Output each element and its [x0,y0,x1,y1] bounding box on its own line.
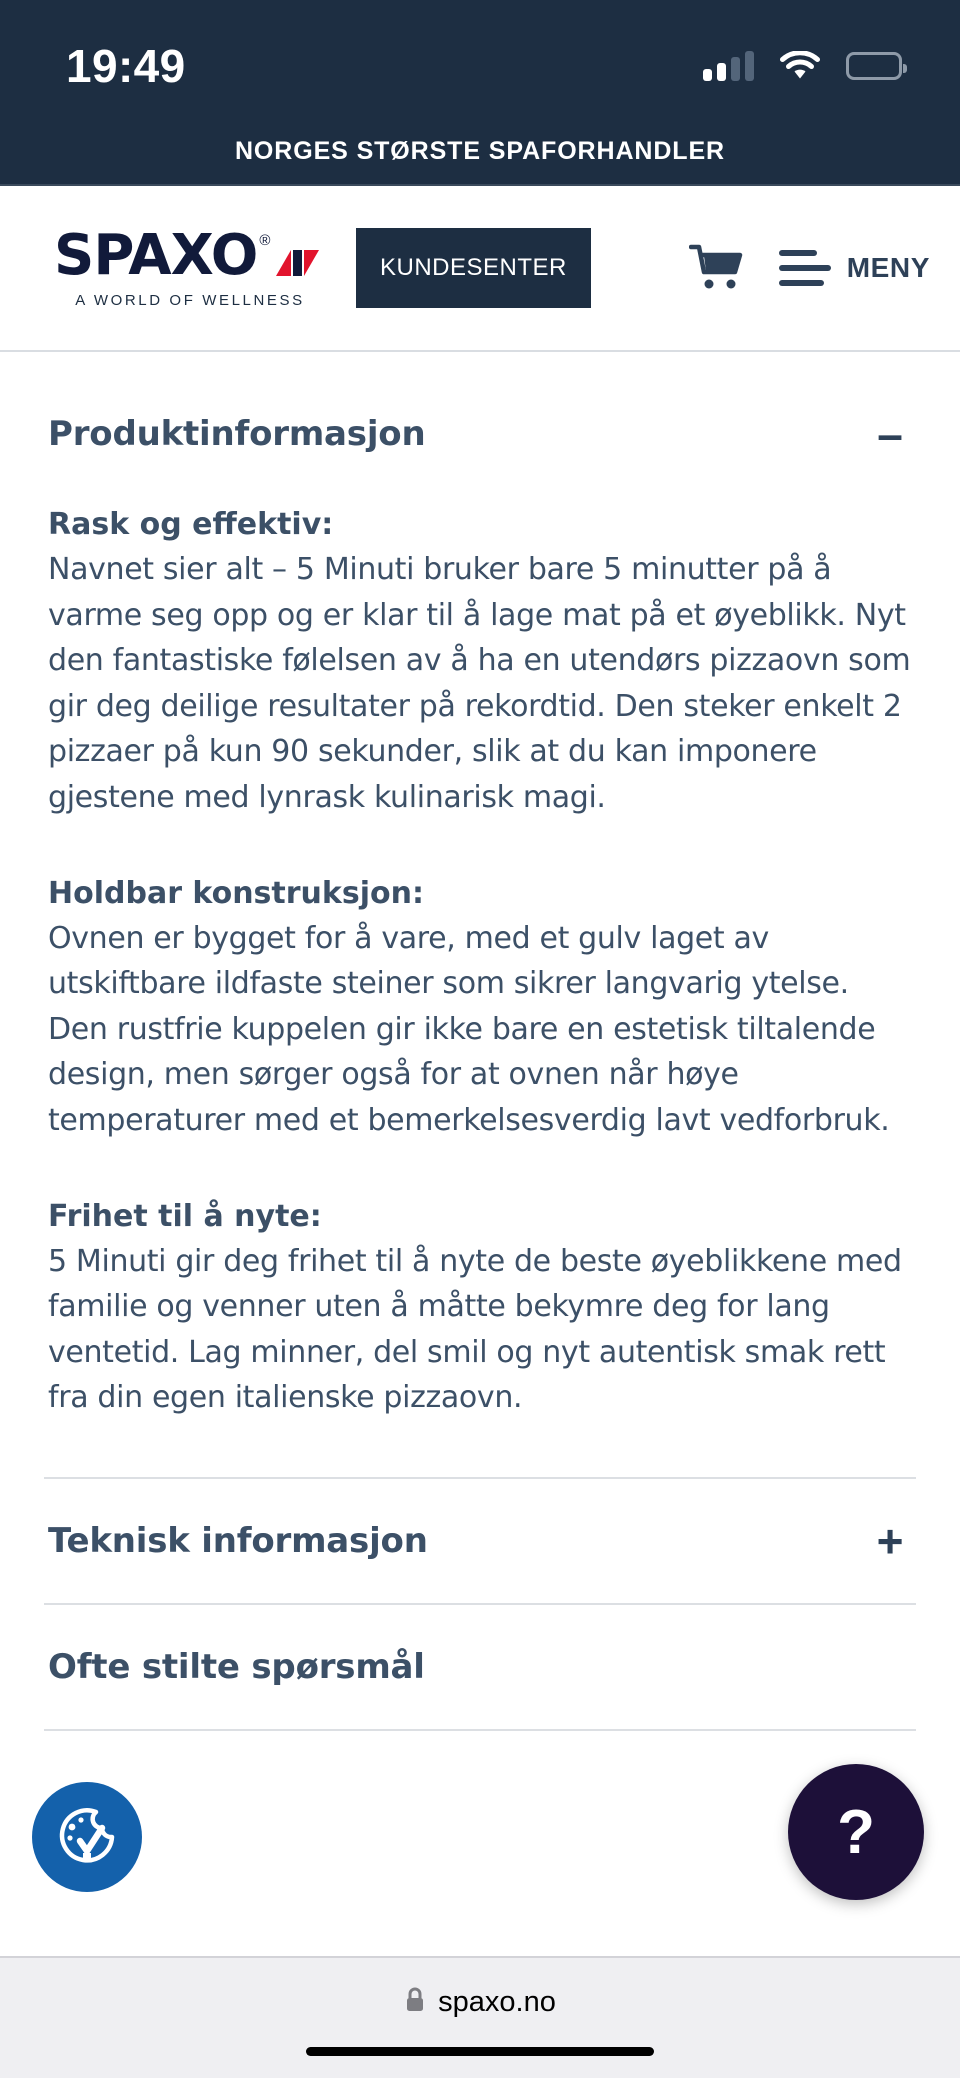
logo-flag-mark [276,250,319,276]
status-time: 19:49 [66,40,186,92]
accordion-header-ofte-stilte-sporsmal[interactable] [44,1605,916,1731]
info-section [48,502,912,821]
lock-icon [404,1986,426,2019]
wifi-icon [780,51,820,81]
signal-bars-icon [703,51,754,81]
status-icons [703,51,902,81]
header-icons [689,244,930,292]
info-section-body: 5 Minuti gir deg frihet til å nyte de beste øyeblikkene med familie og venner uten å måtte bekymre deg for lang ventetid. Lag minner, del smil og nyt autentisk smak rett fra din egen italienske pizzaovn. [48,1243,902,1416]
accordion-header-produktinformasjon[interactable] [44,352,916,460]
status-bar [0,0,960,118]
accordion-header-teknisk-informasjon[interactable] [44,1479,916,1605]
minus-icon[interactable]: – [877,407,903,460]
kundesenter-button[interactable]: KUNDESENTER [356,228,591,308]
accordion-title-produktinformasjon: Produktinformasjon [48,414,426,454]
site-header [0,186,960,352]
menu-button[interactable] [779,250,930,286]
info-section [48,871,912,1144]
cookie-consent-icon [50,1800,124,1874]
accordion-panel-produktinformasjon [44,502,916,1421]
browser-bottom-bar [0,1956,960,2078]
logo-wordmark: SPAXO [54,222,258,288]
shopping-cart-icon[interactable] [689,244,745,292]
info-section-heading: Rask og effektiv: [48,507,334,542]
info-section-body: Navnet sier alt – 5 Minuti bruker bare 5 minutter på å varme seg opp og er klar til å lage mat på et øyeblikk. Nyt den fantastiske følelsen av å ha en utendørs pizzaovn som gir deg deilige resultater på rekordtid. Den steker enkelt 2 pizzaer på kun 90 sekunder, slik at du kan imponere gjestene med lynrask kulinarisk magi. [48,552,911,815]
info-section-body: Ovnen er bygget for å vare, med et gulv laget av utskiftbare ildfaste steiner som sikrer langvarig ytelse. Den rustfrie kuppelen gir ikke bare en estetisk tiltalende design, men sørger også for at ovnen når høye temperaturer med et bemerkelsesverdig lavt vedforbruk. [48,920,890,1138]
accordion-title-ofte-stilte-sporsmal: Ofte stilte spørsmål [48,1646,425,1687]
home-indicator[interactable] [306,2047,654,2056]
info-section [48,1194,912,1421]
help-chat-button[interactable]: ? [788,1764,924,1900]
plus-icon[interactable]: + [876,1514,904,1567]
info-section-heading: Frihet til å nyte: [48,1198,322,1234]
battery-low-icon [846,52,902,80]
promo-banner-text: NORGES STØRSTE SPAFORHANDLER [234,136,726,165]
promo-banner [0,118,960,186]
url-field[interactable] [404,1986,556,2019]
menu-label: MENY [846,252,930,283]
logo-row [54,222,326,288]
cookie-consent-button[interactable] [32,1782,142,1892]
url-text: spaxo.no [438,1986,556,2018]
accordion-title-teknisk-informasjon: Teknisk informasjon [48,1520,428,1561]
logo-registered-mark: ® [259,231,271,249]
main-content [0,352,960,1731]
logo-tagline: A WORLD OF WELLNESS [75,291,305,309]
hamburger-menu-icon [779,250,831,286]
logo[interactable] [54,222,326,309]
info-section-heading: Holdbar konstruksjon: [48,875,424,911]
